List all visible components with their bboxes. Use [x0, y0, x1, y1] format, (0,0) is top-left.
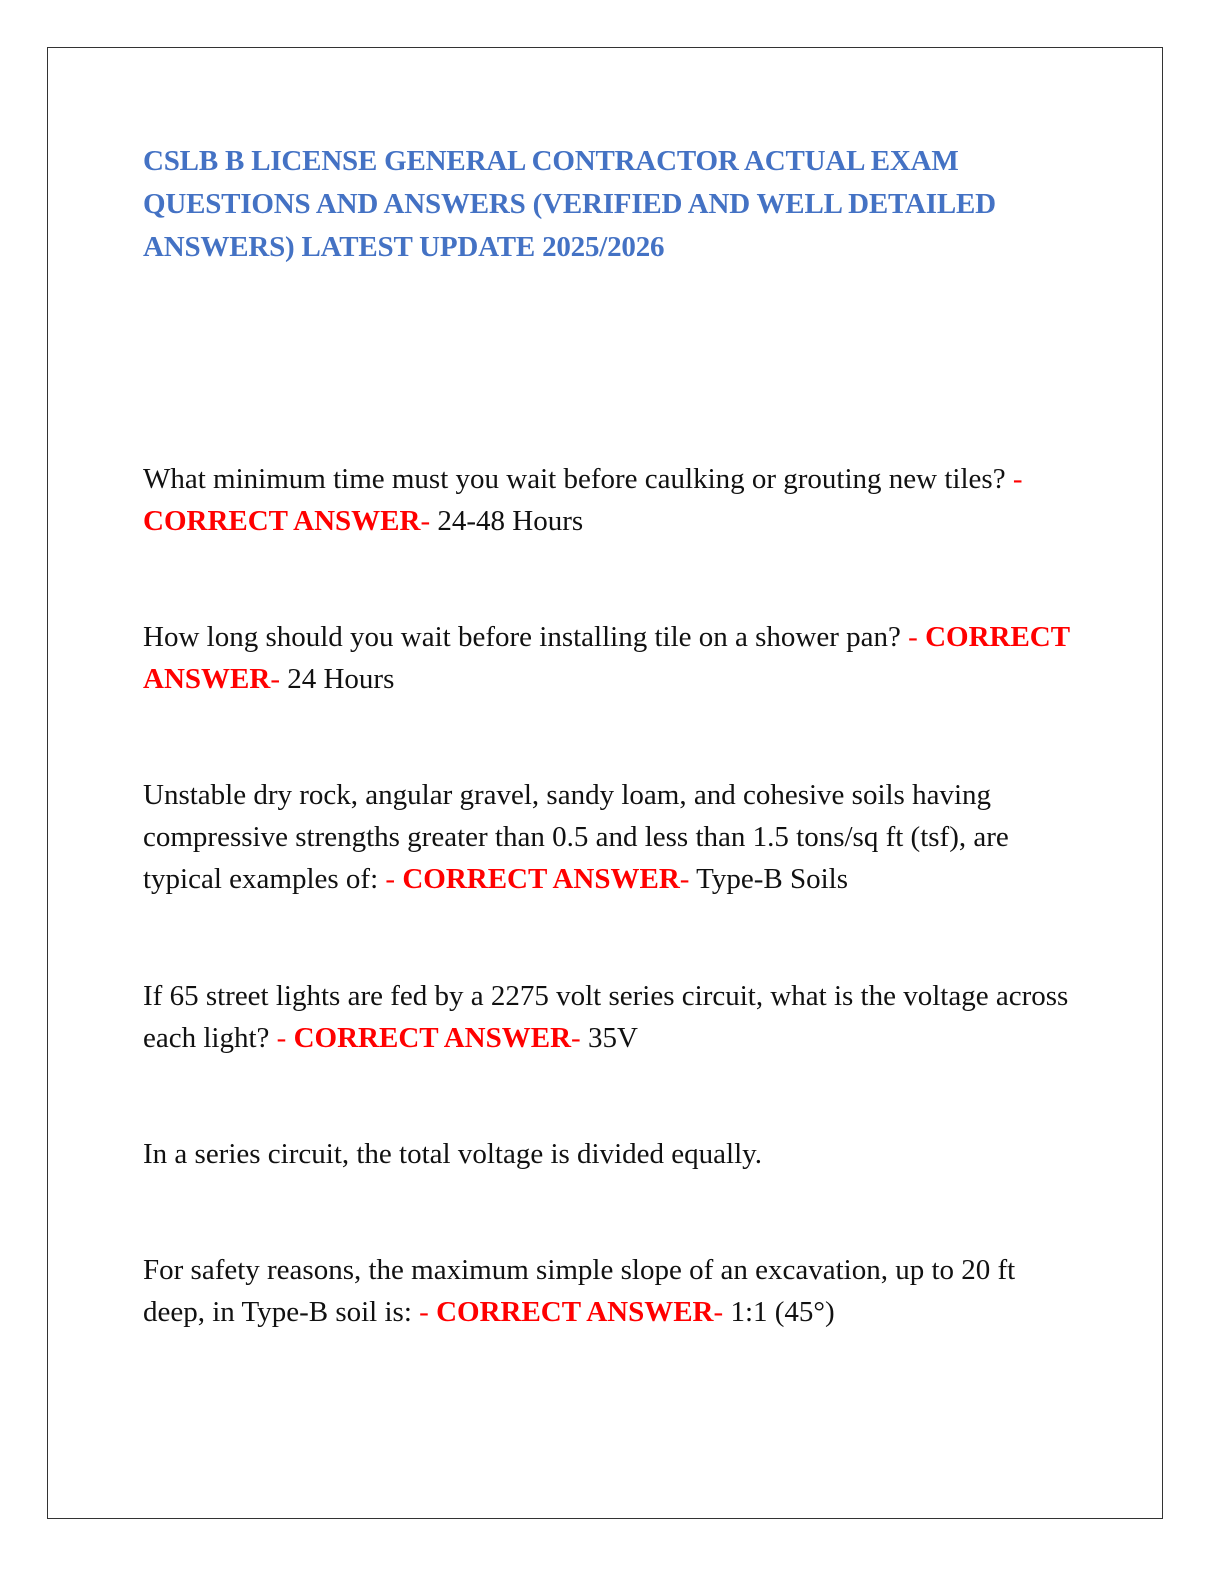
answer-text: 24-48 Hours	[437, 505, 584, 537]
answer-text: 24 Hours	[287, 663, 395, 695]
question-text: For safety reasons, the maximum simple slope of an excavation, up to 20 ft deep, in Type-B soil is:	[143, 1254, 1016, 1328]
qa-item	[143, 616, 1083, 700]
document-title: CSLB B LICENSE GENERAL CONTRACTOR ACTUAL EXAM QUESTIONS AND ANSWERS (VERIFIED AND WELL DETAILED ANSWERS) LATEST UPDATE 2025/2026	[143, 145, 996, 263]
answer-text: Type-B Soils	[696, 863, 849, 895]
correct-answer-marker: - CORRECT ANSWER-	[276, 1022, 588, 1054]
answer-text: 1:1 (45°)	[730, 1296, 835, 1328]
correct-answer-marker: - CORRECT ANSWER-	[419, 1296, 731, 1328]
qa-item	[143, 1249, 1083, 1333]
qa-item	[143, 774, 1083, 900]
explanation-note: In a series circuit, the total voltage is divided equally.	[143, 1138, 763, 1170]
correct-answer-marker: - CORRECT ANSWER-	[385, 863, 697, 895]
answer-text: 35V	[587, 1022, 638, 1054]
question-text: How long should you wait before installing tile on a shower pan?	[143, 621, 909, 653]
question-text: If 65 street lights are fed by a 2275 volt series circuit, what is the voltage across each light?	[143, 980, 1069, 1054]
correct-answer-marker: - CORRECT ANSWER-	[143, 621, 1070, 695]
question-text: Unstable dry rock, angular gravel, sandy loam, and cohesive soils having compressive strengths greater than 0.5 and less than 1.5 tons/sq ft (tsf), are typical examples of:	[143, 779, 1009, 895]
correct-answer-marker: - CORRECT ANSWER-	[143, 463, 1023, 537]
qa-item	[143, 975, 1083, 1059]
qa-item	[143, 458, 1083, 542]
question-text: What minimum time must you wait before caulking or grouting new tiles?	[143, 463, 1013, 495]
